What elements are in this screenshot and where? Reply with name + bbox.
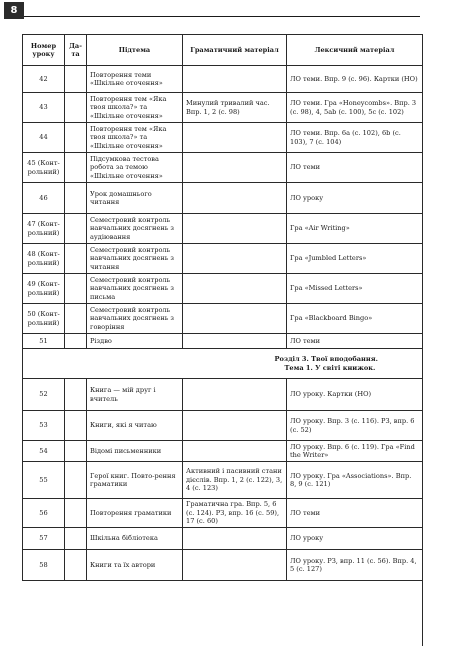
- date-cell: [65, 214, 87, 244]
- lesson-number-cell: 57: [23, 528, 65, 550]
- section-title-cell: [274, 349, 423, 379]
- date-cell: [65, 462, 87, 499]
- section-spacer: [23, 349, 287, 379]
- lexical-cell: ЛО теми: [287, 499, 423, 528]
- table-row: [23, 334, 423, 349]
- subtopic-cell: Відомі письменники: [87, 441, 183, 462]
- lesson-number-cell: 48 (Конт-рольний): [23, 244, 65, 274]
- table-row: [23, 528, 423, 550]
- lesson-number-cell: 44: [23, 123, 65, 153]
- lexical-cell: ЛО теми: [287, 153, 423, 183]
- lexical-cell: ЛО уроку. РЗ, впр. 11 (с. 56). Впр. 4, 5 (с. 127): [287, 550, 423, 581]
- grammar-cell: Активний і пасивний стани дієслів. Впр. 1, 2 (с. 122), 3, 4 (с. 123): [183, 462, 287, 499]
- lesson-number-cell: 46: [23, 183, 65, 214]
- table-row: [23, 379, 423, 411]
- date-cell: [65, 244, 87, 274]
- grammar-cell: [183, 379, 287, 411]
- date-cell: [65, 153, 87, 183]
- section-row: [23, 349, 423, 379]
- subtopic-cell: Повторення граматики: [87, 499, 183, 528]
- date-cell: [65, 528, 87, 550]
- grammar-cell: [183, 411, 287, 441]
- lexical-cell: ЛО теми. Гра «Honeycombs». Впр. 3 (с. 98), 4, 5ab (с. 100), 5c (с. 102): [287, 93, 423, 123]
- lexical-cell: Гра «Air Writing»: [287, 214, 423, 244]
- lexical-cell: Гра «Jumbled Letters»: [287, 244, 423, 274]
- lexical-cell: ЛО уроку: [287, 528, 423, 550]
- lexical-cell: ЛО теми. Впр. 9 (с. 96). Картки (НО): [287, 66, 423, 93]
- header-lesson-no: Номер уроку: [23, 35, 65, 66]
- table-row: [23, 153, 423, 183]
- date-cell: [65, 123, 87, 153]
- lexical-cell: Гра «Blackboard Bingo»: [287, 304, 423, 334]
- lexical-cell: Гра «Missed Letters»: [287, 274, 423, 304]
- grammar-cell: [183, 550, 287, 581]
- table-row: [23, 93, 423, 123]
- grammar-cell: [183, 153, 287, 183]
- lexical-cell: ЛО уроку. Картки (НО): [287, 379, 423, 411]
- lesson-plan-table: [22, 34, 423, 581]
- section-block: [23, 349, 423, 379]
- subtopic-cell: Книга — мій друг і вчитель: [87, 379, 183, 411]
- header-rule: [24, 16, 420, 17]
- table-header-row: [23, 35, 423, 66]
- lexical-cell: ЛО теми. Впр. 6a (с. 102), 6b (с. 103), 7 (с. 104): [287, 123, 423, 153]
- lexical-cell: ЛО уроку. Гра «Associations». Впр. 8, 9 (с. 121): [287, 462, 423, 499]
- subtopic-cell: Книги та їх автори: [87, 550, 183, 581]
- table-row: [23, 411, 423, 441]
- lexical-cell: ЛО уроку. Впр. 3 (с. 116). РЗ, впр. 6 (с. 52): [287, 411, 423, 441]
- lesson-number-cell: 50 (Конт-рольний): [23, 304, 65, 334]
- subtopic-cell: Шкільна бібліотека: [87, 528, 183, 550]
- lesson-number-cell: 54: [23, 441, 65, 462]
- grammar-cell: [183, 123, 287, 153]
- date-cell: [65, 379, 87, 411]
- lesson-number-cell: 56: [23, 499, 65, 528]
- lesson-number-cell: 42: [23, 66, 65, 93]
- lesson-number-cell: 55: [23, 462, 65, 499]
- table-row: [23, 66, 423, 93]
- grammar-cell: [183, 66, 287, 93]
- grammar-cell: [183, 274, 287, 304]
- header-subtopic: Підтема: [87, 35, 183, 66]
- date-cell: [65, 411, 87, 441]
- lesson-number-cell: 43: [23, 93, 65, 123]
- lesson-number-cell: 53: [23, 411, 65, 441]
- table-body-part2: [23, 379, 423, 581]
- header-date: Да-та: [65, 35, 87, 66]
- lesson-number-cell: 45 (Конт-рольний): [23, 153, 65, 183]
- grammar-cell: [183, 214, 287, 244]
- date-cell: [65, 499, 87, 528]
- lesson-number-cell: 51: [23, 334, 65, 349]
- page-number: 8: [4, 2, 24, 19]
- subtopic-cell: Семестровий контроль навчальних досягнень з письма: [87, 274, 183, 304]
- grammar-cell: [183, 334, 287, 349]
- table-body-part1: [23, 66, 423, 349]
- grammar-cell: [183, 183, 287, 214]
- lexical-cell: ЛО уроку: [287, 183, 423, 214]
- lexical-cell: ЛО теми: [287, 334, 423, 349]
- section-subtitle: Тема 1. У світі книжок.: [284, 363, 376, 372]
- table-row: [23, 499, 423, 528]
- table-row: [23, 304, 423, 334]
- subtopic-cell: Повторення тем «Яка твоя школа?» та «Шкільне оточення»: [87, 123, 183, 153]
- table-row: [23, 441, 423, 462]
- lesson-number-cell: 52: [23, 379, 65, 411]
- subtopic-cell: Книги, які я читаю: [87, 411, 183, 441]
- grammar-cell: [183, 244, 287, 274]
- subtopic-cell: Підсумкова тестова робота за темою «Шкільне оточення»: [87, 153, 183, 183]
- grammar-cell: [183, 441, 287, 462]
- table-row: [23, 274, 423, 304]
- date-cell: [65, 441, 87, 462]
- grammar-cell: [183, 528, 287, 550]
- table-row: [23, 214, 423, 244]
- subtopic-cell: Семестровий контроль навчальних досягнень з аудіювання: [87, 214, 183, 244]
- table-row: [23, 183, 423, 214]
- lesson-number-cell: 58: [23, 550, 65, 581]
- grammar-cell: Минулий тривалий час. Впр. 1, 2 (с. 98): [183, 93, 287, 123]
- header-grammar: Граматичний матеріал: [183, 35, 287, 66]
- header-lexical: Лексичний матеріал: [287, 35, 423, 66]
- subtopic-cell: Герої книг. Повто-рення граматики: [87, 462, 183, 499]
- table-row: [23, 244, 423, 274]
- grammar-cell: [183, 304, 287, 334]
- date-cell: [65, 304, 87, 334]
- subtopic-cell: Різдво: [87, 334, 183, 349]
- date-cell: [65, 66, 87, 93]
- date-cell: [65, 183, 87, 214]
- date-cell: [65, 334, 87, 349]
- table-row: [23, 550, 423, 581]
- lexical-cell: ЛО уроку. Впр. 6 (с. 119). Гра «Find the Writer»: [287, 441, 423, 462]
- section-title: Розділ 3. Твої вподобання.: [274, 355, 378, 364]
- subtopic-cell: Семестровий контроль навчальних досягнень з говоріння: [87, 304, 183, 334]
- right-border-line: [422, 34, 423, 646]
- subtopic-cell: Повторення тем «Яка твоя школа?» та «Шкільне оточення»: [87, 93, 183, 123]
- subtopic-cell: Повторення теми «Шкільне оточення»: [87, 66, 183, 93]
- date-cell: [65, 93, 87, 123]
- date-cell: [65, 550, 87, 581]
- table-row: [23, 462, 423, 499]
- date-cell: [65, 274, 87, 304]
- grammar-cell: Граматична гра. Впр. 5, 6 (с. 124). РЗ, впр. 16 (с. 59), 17 (с. 60): [183, 499, 287, 528]
- subtopic-cell: Семестровий контроль навчальних досягнень з читання: [87, 244, 183, 274]
- subtopic-cell: Урок домашнього читання: [87, 183, 183, 214]
- table-row: [23, 123, 423, 153]
- lesson-number-cell: 47 (Конт-рольний): [23, 214, 65, 244]
- lesson-number-cell: 49 (Конт-рольний): [23, 274, 65, 304]
